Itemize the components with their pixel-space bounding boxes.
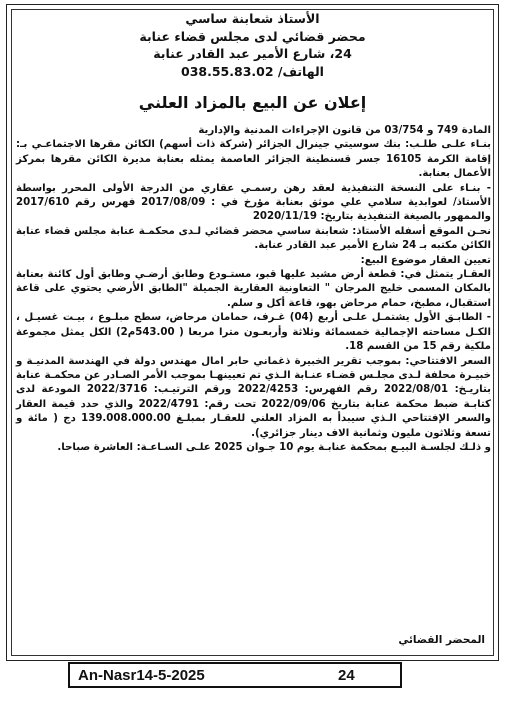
notice-body bbox=[16, 124, 491, 455]
requester-paragraph: بنـاء علـى طلـب: بنك سوسيتي جينرال الجزائر (شركة ذات أسهم) الكائن مقرها الاجتماعـي بـ: إقامة الكرمة 16105 جسر قسنطينة الجزائر العاصمة يمثله بعنابة مديرة الكائن مقرها بمركز الأعمال بعنابة. bbox=[16, 139, 491, 180]
bailiff-name: الأستاذ شعابنة ساسي bbox=[185, 11, 320, 26]
opening-price-paragraph: السعر الافتتاحي: بموجب تقرير الخبيرة ذغماني حابر امال مهندس دولة في الهندسة المدنيـة و خبيـرة محلفة لـدى مجلـس قضـاء عنـابة الـذي تم تعيينهـا بموجب الأمر الصـادر عن محكمـة عنابة بتاريـخ: 2022/08/01 رقم الفهرس: 2022/4253 ورقم الترتيـب: 2022/3716 المودعة لدى كتابـة ضبط محكمة عنابة بتاريخ 2022/09/06 تحت رقم: 2022/4791 والذي حدد قيمة العقار والسعر الإفتتاحي الـذي سيبدأ به المزاد العلني للعقـار بمبلـغ 139.008.000.00 دج ( مائة و تسعة وثلاثون مليون وثمانية الاف دينار جزائري). bbox=[16, 355, 491, 439]
first-floor-description: - الطابـق الأول يشتمـل علـى أربع (04) غـرف، حمامان مرحاض، سطح مبلـوع ، بيـت غسيـل ، الكـل مساحته الإجمالية خمسمائة وثلاثة وأربعـون مترا مربعا ( 543.00م2) الكل يمثل مجموعة ملكية رقم 15 من القسم 18. bbox=[16, 312, 492, 353]
page-number: 24 bbox=[338, 666, 355, 684]
property-heading: تعيين العقار موضوع البيع: bbox=[360, 254, 491, 266]
notice-title: إعلان عن البيع بالمزاد العلني bbox=[138, 93, 367, 112]
bailiff-title: محضر قضائي لدى مجلس قضاء عنابة bbox=[139, 28, 366, 44]
publication-label: An-Nasr14-5-2025 bbox=[78, 666, 205, 684]
auction-session-paragraph: و ذلـك لجلسـة البيـع بمحكمة عنابـة يوم 10 جـوان 2025 علـى السـاعـة: العاشرة صباحا. bbox=[57, 441, 491, 453]
page-footer bbox=[68, 662, 402, 688]
bailiff-header bbox=[40, 10, 465, 80]
legal-reference: المادة 749 و 03/754 من قانون الإجراءات المدنية والإدارية bbox=[198, 125, 491, 136]
bailiff-address: 24، شارع الأمير عبد القادر عنابة bbox=[153, 46, 352, 61]
property-description: العقـار يتمثل في: قطعة أرض مشيد عليها قبو، مستـودع وطابق أرضـي وطابق أول كائنة بعنابة بالمكان المسمى خليج المرجان " التعاونية العقارية الجميلة "الطابق الأرضي يحتوي على قاعة استقبال، مطبخ، حمام مرحاض بهو، قاعة أكل و سلم. bbox=[16, 269, 491, 309]
undersigned-paragraph: نحـن الموقع أسفله الأستاذ: شعابنة ساسي محضر قضائي لـدى محكمـة عنابة مجلس قضاء عنابة الكائن مكتبه بـ 24 شارع الأمير عبد القادر عنابة. bbox=[16, 225, 491, 252]
signature: المحضر القضائي bbox=[398, 634, 485, 646]
bailiff-phone: الهاتف/ 038.55.83.02 bbox=[181, 63, 324, 79]
mortgage-paragraph: - بنـاء على النسخة التنفيذية لعقد رهن رسمـي عقاري من الدرجة الأولى المحرر بواسطة الأستاذ/ لعوابدية سلامي علي موثق بعنابة مؤرخ في : 2017/08/09 فهرس رقم 2017/610 والممهور بالصيغة التنفيذية بتاريخ: 2020/11/19 bbox=[16, 182, 491, 223]
